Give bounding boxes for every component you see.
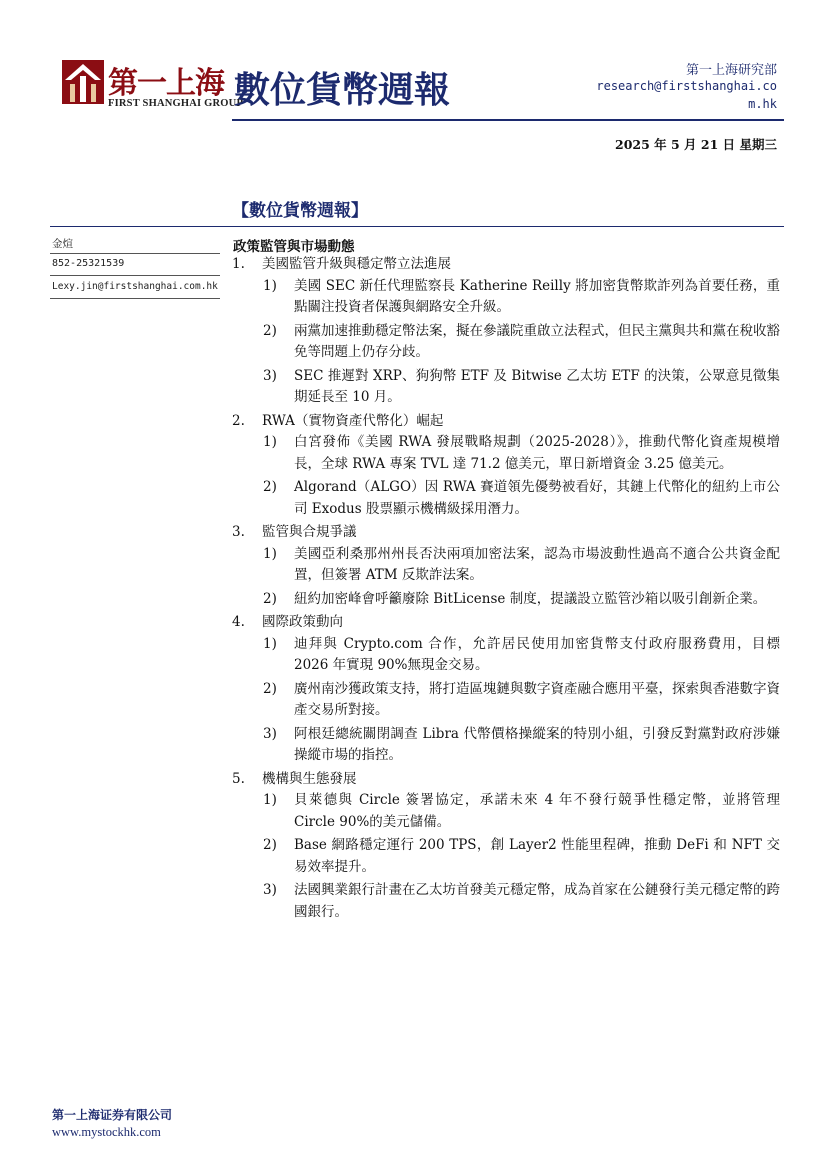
list-item bbox=[232, 679, 784, 722]
section-heading-text: RWA（實物資產代幣化）崛起 bbox=[262, 412, 444, 429]
analyst-separator bbox=[50, 253, 220, 254]
section-title: 【數位貨幣週報】 bbox=[232, 201, 368, 221]
analyst-name: 金煊 bbox=[52, 238, 73, 250]
list-item bbox=[232, 477, 784, 520]
footer-company-name: 第一上海证券有限公司 bbox=[52, 1108, 173, 1122]
header-divider bbox=[232, 119, 784, 121]
item-number: 1) bbox=[263, 792, 277, 808]
item-number: 2) bbox=[263, 590, 277, 607]
section-heading-text: 監管與合規爭議 bbox=[262, 524, 357, 540]
analyst-separator bbox=[50, 298, 220, 299]
section-heading-text: 機構與生態發展 bbox=[262, 770, 357, 787]
item-number: 1) bbox=[263, 277, 277, 294]
analyst-email[interactable]: Lexy.jin@firstshanghai.com.hk bbox=[52, 281, 218, 292]
logo-english-text: FIRST SHANGHAI GROUP bbox=[108, 98, 244, 109]
list-item bbox=[232, 790, 784, 833]
report-date: 2025 年 5 月 21 日 星期三 bbox=[615, 137, 777, 152]
section bbox=[232, 612, 784, 767]
section bbox=[232, 522, 784, 610]
section bbox=[232, 411, 784, 521]
section-heading bbox=[232, 612, 784, 634]
item-text: 紐約加密峰會呼籲廢除 BitLicense 制度，提議設立監管沙箱以吸引創新企業。 bbox=[294, 590, 767, 607]
list-item bbox=[232, 880, 784, 923]
list-item bbox=[232, 321, 784, 364]
list-item bbox=[232, 366, 784, 409]
section-heading bbox=[232, 254, 784, 276]
list-item bbox=[232, 589, 784, 611]
section-number: 4. bbox=[232, 614, 245, 630]
list-item bbox=[232, 634, 784, 677]
section-heading bbox=[232, 411, 784, 433]
section-heading bbox=[232, 769, 784, 791]
item-text: Base 網路穩定運行 200 TPS，創 Layer2 性能里程碑，推動 DeFi 和 NFT 交易效率提升。 bbox=[294, 837, 780, 875]
item-number: 3) bbox=[263, 882, 277, 898]
footer-website-link[interactable]: www.mystockhk.com bbox=[52, 1125, 161, 1139]
item-text: 廣州南沙獲政策支持，將打造區塊鏈與數字資產融合應用平臺，探索與香港數字資產交易所對接。 bbox=[294, 680, 780, 718]
item-text: 貝萊德與 Circle 簽署協定，承諾未來 4 年不發行競爭性穩定幣，並將管理 Circle 90%的美元儲備。 bbox=[294, 792, 780, 830]
list-item bbox=[232, 544, 784, 587]
section-heading bbox=[232, 522, 784, 544]
report-body bbox=[232, 254, 784, 925]
item-text: 白宮發佈《美國 RWA 發展戰略規劃（2025-2028）》，推動代幣化資產規模增長，全球 RWA 專案 TVL 達 71.2 億美元，單日新增資金 3.25 億美元。 bbox=[294, 434, 780, 472]
section-divider bbox=[50, 226, 784, 227]
item-number: 3) bbox=[263, 367, 277, 384]
item-text: 美國 SEC 新任代理監察長 Katherine Reilly 將加密貨幣欺詐列為首要任務，重點關注投資者保護與網路安全升級。 bbox=[294, 277, 780, 315]
company-logo bbox=[62, 58, 244, 116]
item-text: 法國興業銀行計畫在乙太坊首發美元穩定幣，成為首家在公鏈發行美元穩定幣的跨國銀行。 bbox=[294, 882, 780, 920]
section-heading-text: 國際政策動向 bbox=[262, 614, 343, 630]
item-number: 2) bbox=[263, 680, 277, 697]
item-number: 3) bbox=[263, 725, 277, 742]
section-number: 5. bbox=[232, 770, 245, 787]
analyst-separator bbox=[50, 275, 220, 276]
item-number: 2) bbox=[263, 479, 277, 495]
logo-mark-icon bbox=[62, 60, 104, 104]
item-text: 美國亞利桑那州州長否決兩項加密法案，認為市場波動性過高不適合公共資金配置，但簽署 ATM 反欺詐法案。 bbox=[294, 545, 780, 583]
item-text: 阿根廷總統關閉調查 Libra 代幣價格操縱案的特別小組，引發反對黨對政府涉嫌操縱市場的指控。 bbox=[294, 725, 780, 763]
item-number: 2) bbox=[263, 322, 277, 339]
item-text: SEC 推遲對 XRP、狗狗幣 ETF 及 Bitwise 乙太坊 ETF 的決策，公眾意見徵集期延長至 10 月。 bbox=[294, 367, 780, 405]
item-text: 兩黨加速推動穩定幣法案，擬在參議院重啟立法程式，但民主黨與共和黨在稅收豁免等問題上仍存分歧。 bbox=[294, 322, 780, 360]
item-text: Algorand（ALGO）因 RWA 賽道領先優勢被看好，其鏈上代幣化的紐約上市公司 Exodus 股票顯示機構級採用潛力。 bbox=[294, 479, 780, 517]
department-label: 第一上海研究部 bbox=[685, 63, 777, 78]
department-email[interactable]: research@firstshanghai.com.hk bbox=[596, 79, 777, 111]
report-title: 數位貨幣週報 bbox=[234, 70, 451, 111]
section-heading-text: 美國監管升級與穩定幣立法進展 bbox=[262, 256, 451, 272]
section bbox=[232, 769, 784, 924]
item-number: 1) bbox=[263, 434, 277, 450]
list-item bbox=[232, 724, 784, 767]
item-number: 2) bbox=[263, 837, 277, 853]
section-number: 3. bbox=[232, 524, 245, 540]
section-number: 1. bbox=[232, 256, 245, 272]
item-number: 1) bbox=[263, 635, 277, 652]
analyst-phone: 852-25321539 bbox=[52, 258, 125, 269]
section-number: 2. bbox=[232, 412, 245, 429]
list-item bbox=[232, 835, 784, 878]
item-number: 1) bbox=[263, 545, 277, 562]
section bbox=[232, 254, 784, 409]
list-item bbox=[232, 432, 784, 475]
subheading: 政策監管與市場動態 bbox=[233, 239, 355, 255]
logo-chinese-text: 第一上海 bbox=[108, 66, 224, 101]
item-text: 迪拜與 Crypto.com 合作，允許居民使用加密貨幣支付政府服務費用，目標 2026 年實現 90%無現金交易。 bbox=[294, 635, 780, 673]
list-item bbox=[232, 276, 784, 319]
